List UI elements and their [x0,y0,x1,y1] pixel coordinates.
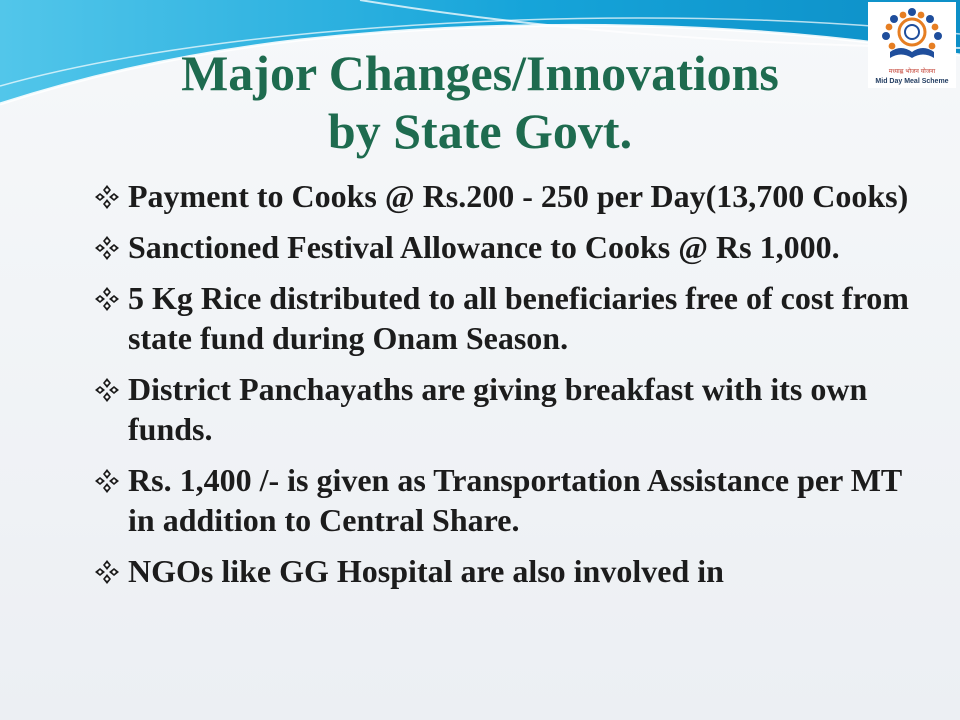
four-diamond-bullet-icon [94,235,120,261]
bullet-item [92,369,922,449]
slide-title-line-1: Major Changes/Innovations [181,45,779,101]
bullet-text: Rs. 1,400 /- is given as Transportation Assistance per MT in addition to Central Share. [128,462,902,538]
bullet-text: NGOs like GG Hospital are also involved in [128,553,724,589]
bullet-item [92,460,922,540]
slide-title [60,44,900,160]
logo-hindi-text: मध्याह्न भोजन योजना [888,68,936,75]
bullet-text: 5 Kg Rice distributed to all beneficiaries free of cost from state fund during Onam Season. [128,280,909,356]
bullet-item [92,278,922,358]
bullet-item [92,176,922,216]
four-diamond-bullet-icon [94,184,120,210]
logo-english-text: Mid Day Meal Scheme [875,78,949,85]
slide-title-line-2: by State Govt. [327,103,633,159]
bullet-list [92,176,922,602]
four-diamond-bullet-icon [94,468,120,494]
four-diamond-bullet-icon [94,286,120,312]
four-diamond-bullet-icon [94,377,120,403]
bullet-item [92,551,922,591]
bullet-text: District Panchayaths are giving breakfast with its own funds. [128,371,868,447]
four-diamond-bullet-icon [94,559,120,585]
bullet-text: Payment to Cooks @ Rs.200 - 250 per Day(13,700 Cooks) [128,178,909,214]
bullet-item [92,227,922,267]
bullet-text: Sanctioned Festival Allowance to Cooks @ Rs 1,000. [128,229,840,265]
